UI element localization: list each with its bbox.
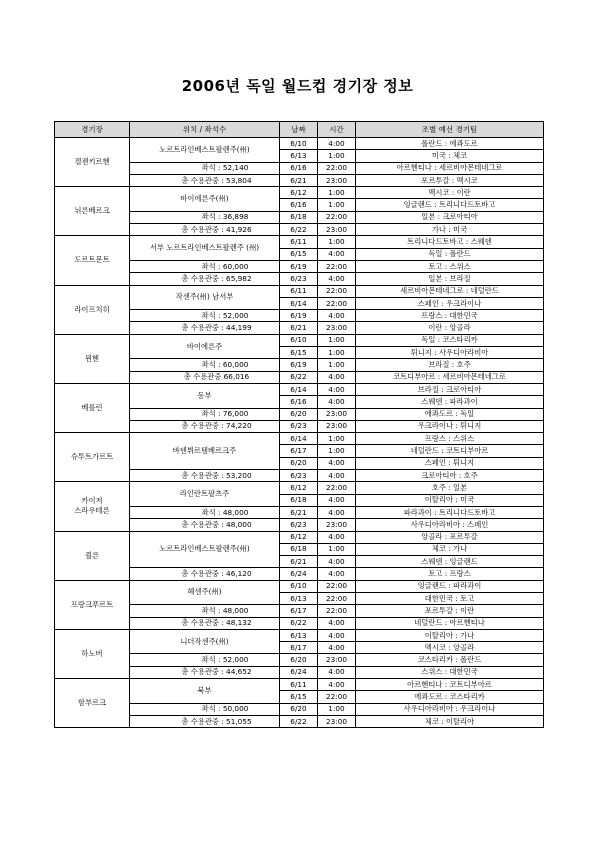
match-teams: 스웨덴 : 잉글랜드 — [356, 556, 544, 568]
match-teams: 포르투갈 : 멕시코 — [356, 174, 544, 186]
seat-count — [130, 211, 280, 223]
match-time: 4:00 — [318, 494, 356, 506]
total-capacity — [130, 371, 280, 383]
stadium-name: 하노버 — [55, 629, 130, 678]
match-date: 6/19 — [280, 359, 318, 371]
header-stadium: 경기장 — [55, 122, 130, 138]
total-capacity-text: 총 수용관중 : 46,120 — [181, 569, 252, 579]
match-time: 22:00 — [318, 482, 356, 494]
match-teams: 멕시코 : 앙골라 — [356, 642, 544, 654]
total-capacity-text: 총 수용관중 : 53,200 — [181, 470, 252, 480]
match-teams: 토고 : 프랑스 — [356, 568, 544, 580]
match-teams: 토고 : 스위스 — [356, 260, 544, 272]
seat-count-text: 좌석 : 52,000 — [201, 310, 249, 320]
match-teams: 미국 : 체코 — [356, 150, 544, 162]
table-row — [55, 433, 544, 445]
seat-count-text: 좌석 : 52,000 — [201, 655, 249, 665]
match-teams: 일본 : 크로아티아 — [356, 211, 544, 223]
match-teams: 프랑스 : 대한민국 — [356, 310, 544, 322]
total-capacity — [130, 715, 280, 727]
stadium-location: 서부 노르트라인베스트팔렌주 (州) — [130, 236, 280, 261]
table-row — [55, 482, 544, 494]
seat-count — [130, 162, 280, 174]
table-header-row — [55, 122, 544, 138]
match-date: 6/21 — [280, 556, 318, 568]
match-teams: 튀니지 : 사우디아라비아 — [356, 347, 544, 359]
stadium-name: 도르트문트 — [55, 236, 130, 285]
match-time: 1:00 — [318, 433, 356, 445]
match-teams: 파라과이 : 트리니다드토바고 — [356, 506, 544, 518]
match-time: 22:00 — [318, 260, 356, 272]
match-teams: 에콰도르 : 독일 — [356, 408, 544, 420]
match-time: 4:00 — [318, 470, 356, 482]
match-date: 6/13 — [280, 629, 318, 641]
total-capacity-text: 총 수용관중 : 41,926 — [181, 224, 252, 234]
total-capacity-text: 총 수용관중 66,016 — [183, 372, 250, 382]
header-location: 위치 / 좌석수 — [130, 122, 280, 138]
match-time: 4:00 — [318, 371, 356, 383]
seat-count-text: 좌석 : 76,000 — [201, 409, 249, 419]
total-capacity-text: 총 수용관중 : 53,804 — [181, 175, 252, 185]
match-time: 1:00 — [318, 347, 356, 359]
match-time: 23:00 — [318, 408, 356, 420]
seat-count — [130, 260, 280, 272]
total-capacity-text: 총 수용관중 : 44,652 — [181, 667, 252, 677]
stadium-name: 쾰른 — [55, 531, 130, 580]
stadium-name: 뉘른베르크 — [55, 187, 130, 236]
seat-count — [130, 605, 280, 617]
match-date: 6/19 — [280, 310, 318, 322]
match-time: 23:00 — [318, 654, 356, 666]
match-date: 6/17 — [280, 445, 318, 457]
match-teams: 우크라이나 : 튀니지 — [356, 420, 544, 432]
total-capacity — [130, 666, 280, 678]
total-capacity — [130, 470, 280, 482]
table-body — [55, 138, 544, 728]
table-row — [55, 580, 544, 592]
match-date: 6/16 — [280, 162, 318, 174]
match-time: 4:00 — [318, 629, 356, 641]
match-teams: 대한민국 : 토고 — [356, 592, 544, 604]
match-time: 1:00 — [318, 199, 356, 211]
match-teams: 일본 : 브라질 — [356, 273, 544, 285]
match-time: 4:00 — [318, 383, 356, 395]
stadium-name: 카이저 스라우테른 — [55, 482, 130, 531]
match-time: 22:00 — [318, 691, 356, 703]
total-capacity-text: 총 수용관중 : 74,220 — [181, 421, 252, 431]
total-capacity — [130, 568, 280, 580]
match-time: 22:00 — [318, 592, 356, 604]
total-capacity-text: 총 수용관중 : 65,982 — [181, 273, 252, 283]
match-time: 4:00 — [318, 396, 356, 408]
match-teams: 이탈리아 : 가나 — [356, 629, 544, 641]
match-date: 6/18 — [280, 543, 318, 555]
table-row — [55, 187, 544, 199]
match-time: 1:00 — [318, 359, 356, 371]
match-date: 6/11 — [280, 285, 318, 297]
match-time: 4:00 — [318, 506, 356, 518]
match-time: 4:00 — [318, 273, 356, 285]
match-teams: 에콰도르 : 코스타리카 — [356, 691, 544, 703]
match-time: 1:00 — [318, 334, 356, 346]
match-teams: 코스타리카 : 폴란드 — [356, 654, 544, 666]
match-teams: 사우디아라비아 : 스페인 — [356, 519, 544, 531]
match-teams: 스위스 : 대한민국 — [356, 666, 544, 678]
match-time: 4:00 — [318, 457, 356, 469]
stadium-location: 라인란트팔츠주 — [130, 482, 280, 507]
match-time: 1:00 — [318, 187, 356, 199]
match-date: 6/12 — [280, 187, 318, 199]
match-teams: 아르헨티나 : 코트디부아르 — [356, 679, 544, 691]
match-date: 6/22 — [280, 224, 318, 236]
total-capacity-text: 총 수용관중 : 48,000 — [181, 519, 252, 529]
match-teams: 체코 : 가나 — [356, 543, 544, 555]
match-time: 22:00 — [318, 211, 356, 223]
match-teams: 브라질 : 크로아티아 — [356, 383, 544, 395]
match-time: 4:00 — [318, 568, 356, 580]
match-date: 6/15 — [280, 248, 318, 260]
seat-count — [130, 359, 280, 371]
match-date: 6/14 — [280, 433, 318, 445]
match-teams: 브라질 : 호주 — [356, 359, 544, 371]
seat-count-text: 좌석 : 48,000 — [201, 507, 249, 517]
match-teams: 네덜란드 : 아르헨티나 — [356, 617, 544, 629]
stadium-name: 프랑크푸르트 — [55, 580, 130, 629]
table-row — [55, 531, 544, 543]
total-capacity — [130, 322, 280, 334]
match-date: 6/20 — [280, 408, 318, 420]
table-row — [55, 629, 544, 641]
match-date: 6/20 — [280, 703, 318, 715]
match-teams: 호주 : 일본 — [356, 482, 544, 494]
header-teams: 조별 예선 경기팀 — [356, 122, 544, 138]
table-row — [55, 383, 544, 395]
stadium-location: 작센주(州) 남서부 — [130, 285, 280, 310]
match-date: 6/17 — [280, 642, 318, 654]
match-date: 6/12 — [280, 531, 318, 543]
match-date: 6/21 — [280, 322, 318, 334]
match-time: 22:00 — [318, 605, 356, 617]
total-capacity — [130, 174, 280, 186]
match-time: 4:00 — [318, 666, 356, 678]
total-capacity-text: 총 수용관중 : 51,055 — [181, 716, 252, 726]
stadium-location: 북부 — [130, 679, 280, 704]
match-date: 6/10 — [280, 138, 318, 150]
match-time: 1:00 — [318, 703, 356, 715]
header-date: 날짜 — [280, 122, 318, 138]
total-capacity — [130, 273, 280, 285]
match-date: 6/17 — [280, 605, 318, 617]
stadium-location: 동부 — [130, 383, 280, 408]
stadium-location: 니더작센주(州) — [130, 629, 280, 654]
match-teams: 잉글랜드 : 파라과이 — [356, 580, 544, 592]
stadium-name: 라이프치히 — [55, 285, 130, 334]
seat-count-text: 좌석 : 60,000 — [201, 359, 249, 369]
match-teams: 포르투갈 : 이란 — [356, 605, 544, 617]
stadium-name: 뮌헨 — [55, 334, 130, 383]
match-date: 6/15 — [280, 347, 318, 359]
match-time: 4:00 — [318, 679, 356, 691]
match-teams: 네덜란드 : 코트디부아르 — [356, 445, 544, 457]
match-time: 23:00 — [318, 224, 356, 236]
header-time: 시간 — [318, 122, 356, 138]
match-date: 6/22 — [280, 617, 318, 629]
match-teams: 이탈리아 : 미국 — [356, 494, 544, 506]
match-date: 6/21 — [280, 174, 318, 186]
match-teams: 멕시코 : 이란 — [356, 187, 544, 199]
match-time: 1:00 — [318, 543, 356, 555]
match-time: 22:00 — [318, 580, 356, 592]
match-date: 6/24 — [280, 666, 318, 678]
match-teams: 아르헨티나 : 세르비아몬테네그로 — [356, 162, 544, 174]
match-time: 4:00 — [318, 531, 356, 543]
match-teams: 독일 : 코스타리카 — [356, 334, 544, 346]
match-time: 4:00 — [318, 642, 356, 654]
match-date: 6/23 — [280, 470, 318, 482]
match-date: 6/10 — [280, 334, 318, 346]
seat-count — [130, 506, 280, 518]
match-teams: 체코 : 이탈리아 — [356, 715, 544, 727]
match-teams: 트리니다드토바고 : 스웨덴 — [356, 236, 544, 248]
match-date: 6/10 — [280, 580, 318, 592]
match-teams: 스웨덴 : 파라과이 — [356, 396, 544, 408]
match-teams: 가나 : 미국 — [356, 224, 544, 236]
match-teams: 스페인 : 튀니지 — [356, 457, 544, 469]
seat-count — [130, 654, 280, 666]
seat-count-text: 좌석 : 60,000 — [201, 261, 249, 271]
total-capacity-text: 총 수용관중 : 44,199 — [181, 323, 252, 333]
match-teams: 스페인 : 우크라이나 — [356, 297, 544, 309]
table-row — [55, 334, 544, 346]
stadium-name: 베를린 — [55, 383, 130, 432]
match-date: 6/16 — [280, 199, 318, 211]
match-date: 6/11 — [280, 679, 318, 691]
stadium-table — [54, 121, 544, 728]
match-teams: 프랑스 : 스위스 — [356, 433, 544, 445]
match-teams: 잉글랜드 : 트리니다드토바고 — [356, 199, 544, 211]
match-teams: 코트디부아르 : 세르비아몬테네그로 — [356, 371, 544, 383]
match-time: 22:00 — [318, 162, 356, 174]
match-time: 4:00 — [318, 138, 356, 150]
stadium-location: 노르트라인베스트팔렌주(州) — [130, 138, 280, 163]
stadium-location: 헤센주(州) — [130, 580, 280, 605]
total-capacity — [130, 420, 280, 432]
match-time: 4:00 — [318, 310, 356, 322]
match-teams: 이란 : 앙골라 — [356, 322, 544, 334]
total-capacity-text: 총 수용관중 : 48,132 — [181, 618, 252, 628]
table-row — [55, 138, 544, 150]
match-date: 6/24 — [280, 568, 318, 580]
match-time: 4:00 — [318, 617, 356, 629]
table-row — [55, 236, 544, 248]
stadium-name: 슈투트가르트 — [55, 433, 130, 482]
match-date: 6/23 — [280, 420, 318, 432]
match-date: 6/22 — [280, 715, 318, 727]
seat-count-text: 좌석 : 50,000 — [201, 704, 249, 714]
match-time: 4:00 — [318, 556, 356, 568]
match-time: 23:00 — [318, 174, 356, 186]
match-time: 1:00 — [318, 150, 356, 162]
match-teams: 크로아티아 : 호주 — [356, 470, 544, 482]
match-date: 6/18 — [280, 494, 318, 506]
total-capacity — [130, 519, 280, 531]
match-time: 23:00 — [318, 420, 356, 432]
stadium-location: 바덴뷔르템베르크주 — [130, 433, 280, 470]
seat-count — [130, 310, 280, 322]
seat-count-text: 좌석 : 48,000 — [201, 605, 249, 615]
match-date: 6/20 — [280, 654, 318, 666]
match-date: 6/14 — [280, 297, 318, 309]
match-date: 6/13 — [280, 592, 318, 604]
match-time: 23:00 — [318, 519, 356, 531]
match-date: 6/11 — [280, 236, 318, 248]
match-time: 23:00 — [318, 715, 356, 727]
seat-count-text: 좌석 : 36,898 — [201, 212, 249, 222]
match-date: 6/12 — [280, 482, 318, 494]
stadium-name: 겔젠키르헨 — [55, 138, 130, 187]
match-time: 22:00 — [318, 297, 356, 309]
seat-count-text: 좌석 : 52,140 — [201, 163, 249, 173]
match-teams: 사우디아라비아 : 우크라이나 — [356, 703, 544, 715]
seat-count — [130, 703, 280, 715]
match-date: 6/18 — [280, 211, 318, 223]
match-date: 6/22 — [280, 371, 318, 383]
match-time: 23:00 — [318, 322, 356, 334]
match-date: 6/20 — [280, 457, 318, 469]
table-row — [55, 285, 544, 297]
match-teams: 독일 : 폴란드 — [356, 248, 544, 260]
match-teams: 폴란드 : 에콰도르 — [356, 138, 544, 150]
match-date: 6/14 — [280, 383, 318, 395]
stadium-name: 함부르크 — [55, 679, 130, 728]
match-date: 6/16 — [280, 396, 318, 408]
stadium-location: 바이에른주 — [130, 334, 280, 359]
match-date: 6/15 — [280, 691, 318, 703]
match-time: 4:00 — [318, 248, 356, 260]
total-capacity — [130, 224, 280, 236]
match-time: 22:00 — [318, 285, 356, 297]
stadium-location: 바이에른주(州) — [130, 187, 280, 212]
match-date: 6/23 — [280, 519, 318, 531]
match-date: 6/13 — [280, 150, 318, 162]
match-time: 1:00 — [318, 445, 356, 457]
seat-count — [130, 408, 280, 420]
total-capacity — [130, 617, 280, 629]
match-date: 6/23 — [280, 273, 318, 285]
stadium-location: 노르트라인베스트팔렌주(州) — [130, 531, 280, 568]
match-time: 1:00 — [318, 236, 356, 248]
match-date: 6/19 — [280, 260, 318, 272]
table-row — [55, 679, 544, 691]
document-title: 2006년 독일 월드컵 경기장 정보 — [181, 77, 414, 95]
match-teams: 앙골라 : 포르투갈 — [356, 531, 544, 543]
match-teams: 세르비아몬테네그로 : 네덜란드 — [356, 285, 544, 297]
match-date: 6/21 — [280, 506, 318, 518]
